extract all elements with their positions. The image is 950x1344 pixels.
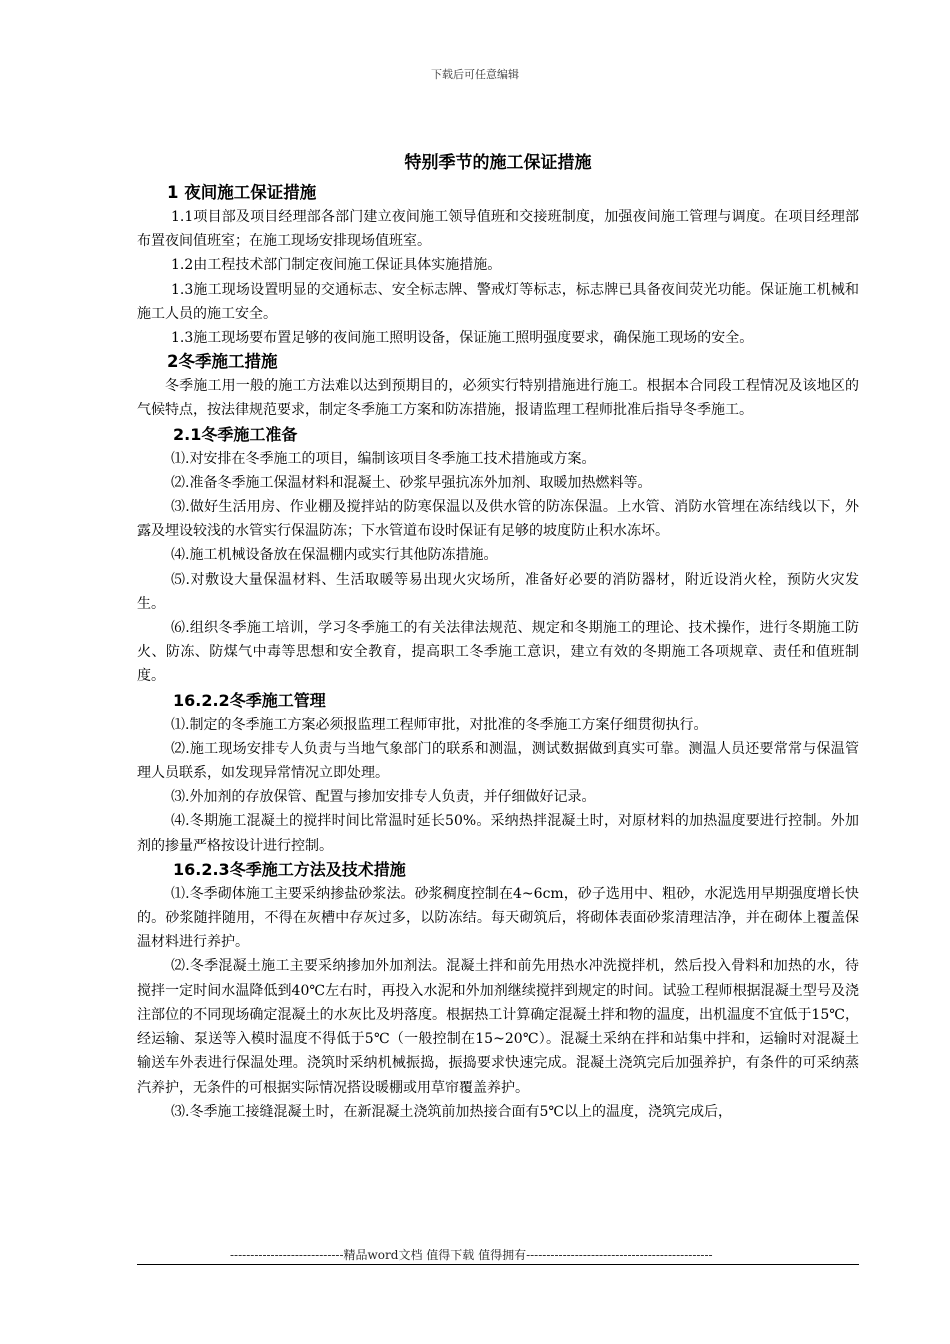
- paragraph: 1.2由工程技术部门制定夜间施工保证具体实施措施。: [171, 257, 502, 274]
- list-item: ⑵.冬季混凝土施工主要采纳掺加外加剂法。混凝土拌和前先用热水冲洗搅拌机，然后投入骨料和加热的水，待搅拌一定时间水温降低到40℃左右时，再投入水泥和外加剂继续搅拌到规定的时间。试验工程师根据混凝土型号及浇注部位的不同现场确定混凝土的水灰比及坍落度。根据热工计算确定混凝土拌和物的温度，出机温度不宜低于15℃，经运输、泵送等入模时温度不得低于5℃（一般控制在15~20℃）。混凝土采纳在拌和站集中拌和，运输时对混凝土输送车外表进行保温处理。浇筑时采纳机械振捣，振捣要求快速完成。混凝土浇筑完后加强养护，有条件的可采纳蒸汽养护，无条件的可根据实际情况搭设暖棚或用草帘覆盖养护。: [137, 958, 859, 1096]
- list-item: ⑴.制定的冬季施工方案必须报监理工程师审批，对批准的冬季施工方案仔细贯彻执行。: [171, 716, 708, 733]
- list-item: ⑹.组织冬季施工培训，学习冬季施工的有关法律法规范、规定和冬期施工的理论、技术操作，进行冬期施工防火、防冻、防煤气中毒等思想和安全教育，提高职工冬季施工意识，建立有效的冬期施工各项规章、责任和值班制度。: [137, 620, 859, 685]
- list-item: ⑷.施工机械设备放在保温棚内或实行其他防冻措施。: [171, 547, 498, 564]
- document-body: [137, 148, 859, 1124]
- paragraph: 冬季施工用一般的施工方法难以达到预期目的，必须实行特别措施进行施工。根据本合同段工程情况及该地区的气候特点，按法律规范要求，制定冬季施工方案和防冻措施，报请监理工程师批准后指导冬季施工。: [137, 378, 859, 419]
- list-item: ⑵.施工现场安排专人负责与当地气象部门的联系和测温，测试数据做到真实可靠。测温人员还要常常与保温管理人员联系，如发现异常情况立即处理。: [137, 740, 859, 782]
- list-item: ⑶.冬季施工接缝混凝土时，在新混凝土浇筑前加热接合面有5℃以上的温度，浇筑完成后，: [171, 1103, 733, 1120]
- header-note: 下载后可任意编辑: [431, 68, 519, 81]
- document-title: 特别季节的施工保证措施: [404, 153, 592, 173]
- paragraph: 1.1项目部及项目经理部各部门建立夜间施工领导值班和交接班制度，加强夜间施工管理与调度。在项目经理部布置夜间值班室；在施工现场安排现场值班室。: [137, 209, 859, 250]
- list-item: ⑷.冬期施工混凝土的搅拌时间比常温时延长50%。采纳热拌混凝土时，对原材料的加热温度要进行控制。外加剂的掺量严格按设计进行控制。: [137, 813, 859, 854]
- section-2-2-heading: 16.2.2冬季施工管理: [173, 690, 326, 710]
- paragraph: 1.3施工现场要布置足够的夜间施工照明设备，保证施工照明强度要求，确保施工现场的安全。: [171, 330, 754, 347]
- section-1-heading: 1 夜间施工保证措施: [167, 183, 317, 202]
- list-item: ⑸.对敷设大量保温材料、生活取暖等易出现火灾场所，准备好必要的消防器材，附近设消火栓，预防火灾发生。: [137, 571, 859, 612]
- list-item: ⑶.做好生活用房、作业棚及搅拌站的防寒保温以及供水管的防冻保温。上水管、消防水管埋在冻结线以下，外露及埋设较浅的水管实行保温防冻；下水管道布设时保证有足够的坡度防止积水冻坏。: [137, 499, 859, 540]
- list-item: ⑶.外加剂的存放保管、配置与掺加安排专人负责，并仔细做好记录。: [171, 789, 596, 806]
- list-item: ⑴.冬季砌体施工主要采纳掺盐砂浆法。砂浆稠度控制在4~6cm，砂子选用中、粗砂，水泥选用早期强度增长快的。砂浆随拌随用，不得在灰槽中存灰过多，以防冻结。每天砌筑后，将砌体表面砂浆清理洁净，并在砌体上覆盖保温材料进行养护。: [137, 885, 859, 951]
- paragraph: 1.3施工现场设置明显的交通标志、安全标志牌、警戒灯等标志，标志牌已具备夜间荧光功能。保证施工机械和施工人员的施工安全。: [137, 281, 859, 322]
- list-item: ⑴.对安排在冬季施工的项目，编制该项目冬季施工技术措施或方案。: [171, 450, 596, 467]
- footer-divider: [137, 1264, 859, 1265]
- section-2-3-heading: 16.2.3冬季施工方法及技术措施: [173, 859, 406, 879]
- list-item: ⑵.准备冬季施工保温材料和混凝土、砂浆早强抗冻外加剂、取暖加热燃料等。: [171, 474, 652, 491]
- footer-text: ----------------------------精品word文档 值得下载 值得拥有----------------------------------------------: [230, 1248, 713, 1262]
- section-2-1-heading: 2.1冬季施工准备: [173, 424, 298, 444]
- section-2-heading: 2冬季施工措施: [167, 352, 278, 372]
